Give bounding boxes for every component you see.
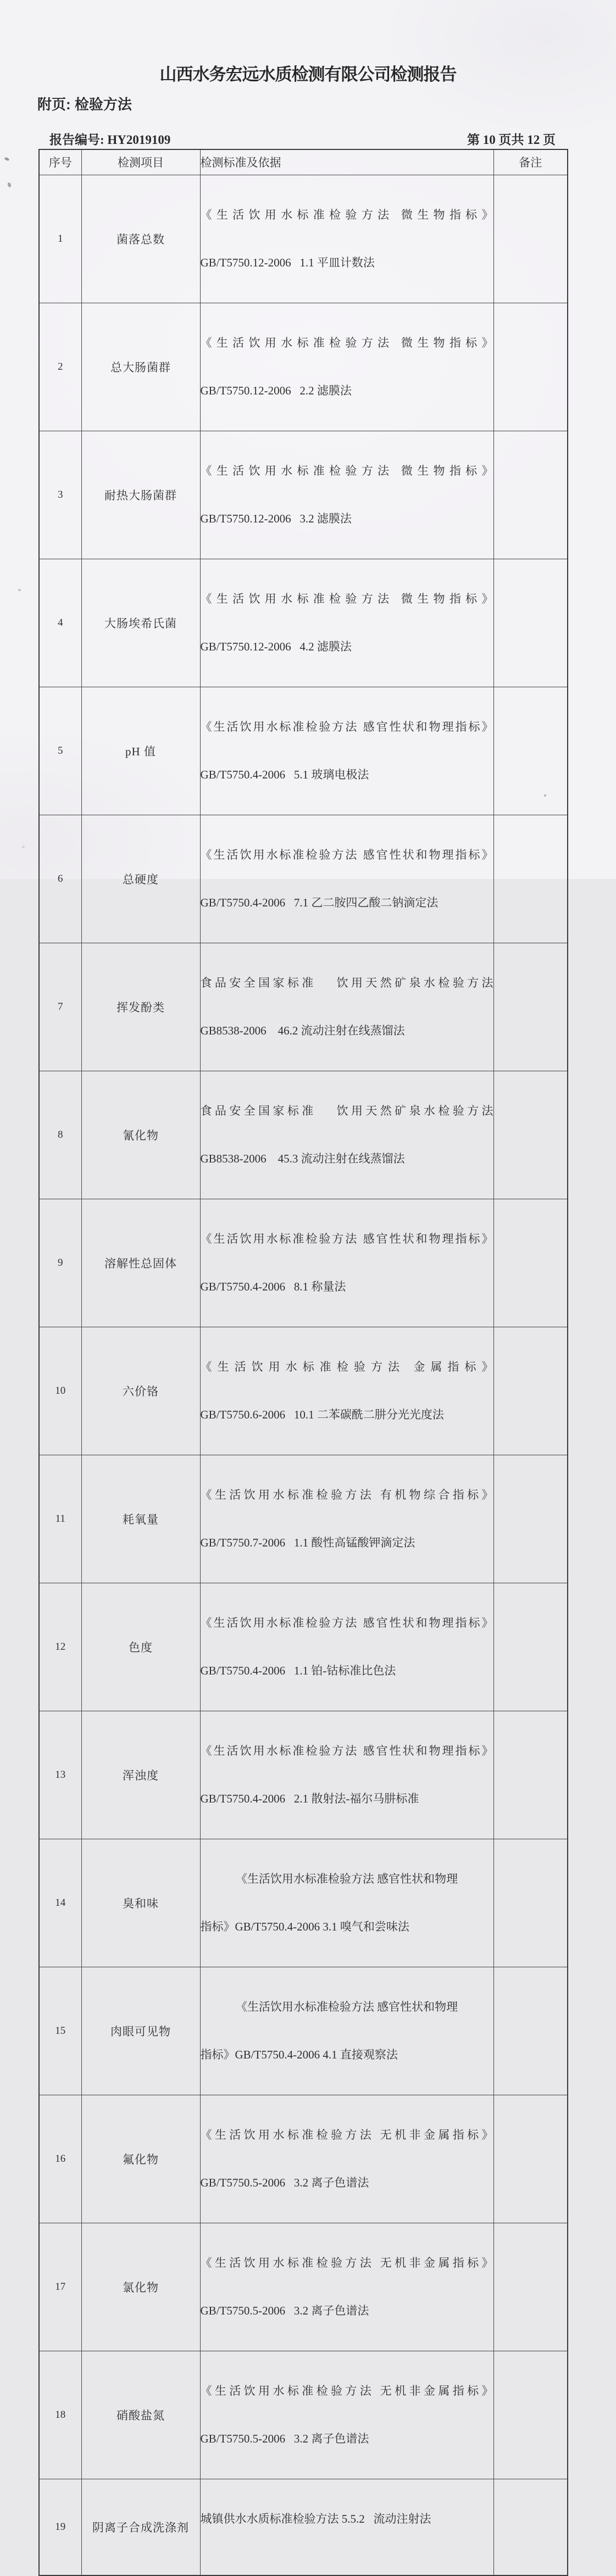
test-item: 耗氧量 [81, 1455, 200, 1583]
table-row [39, 559, 568, 687]
table-row [39, 815, 568, 943]
row-number: 1 [39, 175, 81, 303]
test-item: 硝酸盐氮 [81, 2351, 200, 2479]
remark-cell [493, 2223, 568, 2351]
standard-line1: 《生活饮用水标准检验方法 感官性状和物理 [235, 1872, 458, 1885]
table-row [39, 2351, 568, 2479]
row-number: 16 [39, 2095, 81, 2223]
table-row [39, 2479, 568, 2575]
standard-line1: 食品安全国家标准 饮用天然矿泉水检验方法 [200, 976, 493, 989]
standard-line1: 城镇供水水质标准检验方法 5.5.2 流动注射法 [200, 2512, 431, 2525]
standard-line2: GB/T5750.12-2006 2.2 滤膜法 [200, 383, 352, 397]
table-row [39, 943, 568, 1071]
standard-line2: 指标》GB/T5750.4-2006 4.1 直接观察法 [200, 2048, 398, 2061]
remark-cell [493, 1455, 568, 1583]
standard-line2: GB/T5750.5-2006 3.2 离子色谱法 [200, 2432, 369, 2445]
test-standard [200, 2223, 493, 2351]
scan-speck [4, 157, 9, 161]
scan-speck [7, 182, 12, 187]
remark-cell [493, 1327, 568, 1455]
row-number: 19 [39, 2479, 81, 2575]
table-row [39, 1071, 568, 1199]
row-number: 13 [39, 1711, 81, 1839]
test-item: 挥发酚类 [81, 943, 200, 1071]
test-standard [200, 303, 493, 431]
standard-line2: GB8538-2006 46.2 流动注射在线蒸馏法 [200, 1023, 405, 1037]
remark-cell [493, 2479, 568, 2575]
standard-line2: GB/T5750.4-2006 5.1 玻璃电极法 [200, 767, 369, 781]
test-item: 六价铬 [81, 1327, 200, 1455]
remark-cell [493, 431, 568, 559]
test-item: 浑浊度 [81, 1711, 200, 1839]
test-item: pH 值 [81, 687, 200, 815]
standard-line1: 《生活饮用水标准检验方法 金属指标》 [200, 1360, 493, 1373]
test-standard [200, 175, 493, 303]
row-number: 7 [39, 943, 81, 1071]
standard-line2: GB/T5750.4-2006 1.1 铂-钴标准比色法 [200, 1663, 396, 1677]
header-检测标准及依据: 检测标准及依据 [200, 149, 493, 175]
row-number: 5 [39, 687, 81, 815]
row-number: 14 [39, 1839, 81, 1967]
row-number: 11 [39, 1455, 81, 1583]
test-standard [200, 1199, 493, 1327]
test-standard [200, 1583, 493, 1711]
test-item: 菌落总数 [81, 175, 200, 303]
test-standard [200, 1967, 493, 2095]
test-item: 总硬度 [81, 815, 200, 943]
table-row [39, 1711, 568, 1839]
standard-line1: 《生活饮用水标准检验方法 无机非金属指标》 [200, 2256, 493, 2269]
standard-line2: GB/T5750.12-2006 4.2 滤膜法 [200, 639, 352, 653]
report-number-value: HY2019109 [107, 133, 171, 147]
standard-line2: GB/T5750.12-2006 1.1 平皿计数法 [200, 255, 375, 269]
table-row [39, 431, 568, 559]
remark-cell [493, 1199, 568, 1327]
standard-line1: 《生活饮用水标准检验方法 感官性状和物理指标》 [200, 720, 493, 733]
test-standard [200, 431, 493, 559]
standard-line1: 《生活饮用水标准检验方法 感官性状和物理指标》 [200, 1616, 493, 1629]
test-standard [200, 1711, 493, 1839]
remark-cell [493, 1839, 568, 1967]
standard-line1: 《生活饮用水标准检验方法 感官性状和物理指标》 [200, 1232, 493, 1245]
table-row [39, 1199, 568, 1327]
standard-line1: 《生活饮用水标准检验方法 微生物指标》 [200, 336, 493, 349]
table-row [39, 303, 568, 431]
page-title: 山西水务宏远水质检测有限公司检测报告 [159, 65, 457, 84]
table-header-row [39, 149, 568, 175]
standard-line2: GB/T5750.5-2006 3.2 离子色谱法 [200, 2176, 369, 2189]
standard-line2: 指标》GB/T5750.4-2006 3.1 嗅气和尝味法 [200, 1920, 409, 1933]
row-number: 8 [39, 1071, 81, 1199]
row-number: 10 [39, 1327, 81, 1455]
test-standard [200, 687, 493, 815]
remark-cell [493, 559, 568, 687]
test-methods-table [38, 149, 568, 2576]
standard-line1: 食品安全国家标准 饮用天然矿泉水检验方法 [200, 1104, 493, 1117]
remark-cell [493, 943, 568, 1071]
test-item: 氟化物 [81, 2095, 200, 2223]
table-row [39, 1967, 568, 2095]
standard-line2: GB/T5750.6-2006 10.1 二苯碳酰二肼分光光度法 [200, 1407, 444, 1421]
standard-line1: 《生活饮用水标准检验方法 无机非金属指标》 [200, 2384, 493, 2397]
table-row [39, 1583, 568, 1711]
test-item: 色度 [81, 1583, 200, 1711]
test-standard [200, 815, 493, 943]
table-row [39, 175, 568, 303]
test-standard [200, 1455, 493, 1583]
remark-cell [493, 815, 568, 943]
test-item: 氯化物 [81, 2223, 200, 2351]
standard-line2: GB/T5750.7-2006 1.1 酸性高锰酸钾滴定法 [200, 1535, 415, 1549]
remark-cell [493, 175, 568, 303]
test-item: 臭和味 [81, 1839, 200, 1967]
test-standard [200, 1071, 493, 1199]
report-number-label: 报告编号: [49, 133, 104, 147]
standard-line1: 《生活饮用水标准检验方法 无机非金属指标》 [200, 2128, 493, 2141]
test-standard [200, 2479, 493, 2575]
header-序号: 序号 [39, 149, 81, 175]
remark-cell [493, 1071, 568, 1199]
test-item: 大肠埃希氏菌 [81, 559, 200, 687]
standard-line2: GB/T5750.4-2006 8.1 称量法 [200, 1279, 346, 1293]
standard-line1: 《生活饮用水标准检验方法 有机物综合指标》 [200, 1488, 493, 1501]
standard-line2: GB/T5750.4-2006 7.1 乙二胺四乙酸二钠滴定法 [200, 895, 439, 909]
row-number: 18 [39, 2351, 81, 2479]
row-number: 17 [39, 2223, 81, 2351]
attachment-subtitle: 附页: 检验方法 [37, 96, 132, 113]
table-row [39, 687, 568, 815]
test-standard [200, 1839, 493, 1967]
row-number: 4 [39, 559, 81, 687]
scan-speck [22, 846, 25, 848]
test-standard [200, 1327, 493, 1455]
remark-cell [493, 2095, 568, 2223]
standard-line2: GB/T5750.5-2006 3.2 离子色谱法 [200, 2304, 369, 2317]
standard-line1: 《生活饮用水标准检验方法 微生物指标》 [200, 464, 493, 477]
test-item: 肉眼可见物 [81, 1967, 200, 2095]
table-row [39, 1839, 568, 1967]
row-number: 2 [39, 303, 81, 431]
standard-line1: 《生活饮用水标准检验方法 微生物指标》 [200, 208, 493, 221]
row-number: 3 [39, 431, 81, 559]
remark-cell [493, 687, 568, 815]
scan-speck [544, 794, 546, 797]
report-table-body [39, 175, 568, 2575]
row-number: 9 [39, 1199, 81, 1327]
remark-cell [493, 1967, 568, 2095]
test-standard [200, 2351, 493, 2479]
test-standard [200, 2095, 493, 2223]
test-standard [200, 559, 493, 687]
table-header [39, 149, 568, 175]
page-indicator: 第 10 页共 12 页 [467, 133, 556, 147]
standard-line1: 《生活饮用水标准检验方法 感官性状和物理指标》 [200, 1744, 493, 1757]
standard-line1: 《生活饮用水标准检验方法 感官性状和物理 [235, 2000, 458, 2013]
table-row [39, 2223, 568, 2351]
standard-line2: GB/T5750.12-2006 3.2 滤膜法 [200, 511, 352, 525]
test-item: 氰化物 [81, 1071, 200, 1199]
report-number [49, 130, 170, 148]
remark-cell [493, 1583, 568, 1711]
test-item: 溶解性总固体 [81, 1199, 200, 1327]
header-检测项目: 检测项目 [81, 149, 200, 175]
remark-cell [493, 303, 568, 431]
standard-line1: 《生活饮用水标准检验方法 微生物指标》 [200, 592, 493, 605]
scan-speck [18, 589, 21, 591]
test-standard [200, 943, 493, 1071]
table-row [39, 1327, 568, 1455]
row-number: 15 [39, 1967, 81, 2095]
row-number: 12 [39, 1583, 81, 1711]
standard-line2: GB/T5750.4-2006 2.1 散射法-福尔马肼标准 [200, 1791, 419, 1805]
standard-line1: 《生活饮用水标准检验方法 感官性状和物理指标》 [200, 848, 493, 861]
test-item: 总大肠菌群 [81, 303, 200, 431]
header-备注: 备注 [493, 149, 568, 175]
test-item: 阴离子合成洗涤剂 [81, 2479, 200, 2575]
table-row [39, 2095, 568, 2223]
test-item: 耐热大肠菌群 [81, 431, 200, 559]
remark-cell [493, 2351, 568, 2479]
row-number: 6 [39, 815, 81, 943]
standard-line2: GB8538-2006 45.3 流动注射在线蒸馏法 [200, 1151, 405, 1165]
table-row [39, 1455, 568, 1583]
remark-cell [493, 1711, 568, 1839]
